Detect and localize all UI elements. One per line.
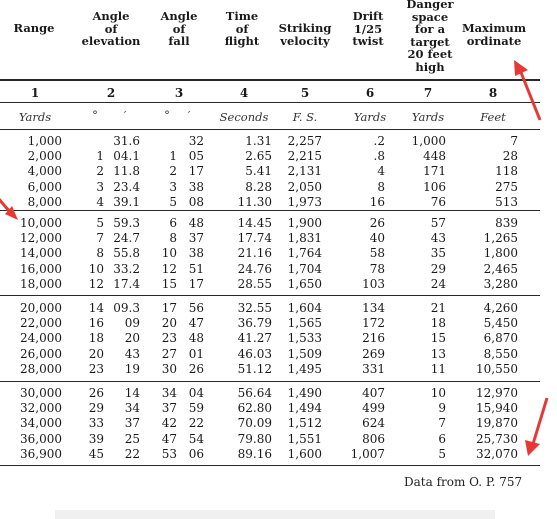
cell-elevation-minutes: 20 xyxy=(124,331,140,346)
cell-velocity: 1,764 xyxy=(287,246,322,261)
unit-drift: Yards xyxy=(353,110,387,124)
cell-ordinate: 1,265 xyxy=(483,231,518,246)
cell-ordinate: 28 xyxy=(502,149,518,164)
column-number: 3 xyxy=(174,86,184,100)
cell-elevation-minutes: 14 xyxy=(124,386,140,400)
cell-flight: 17.74 xyxy=(237,231,272,246)
unit-ordinate: Feet xyxy=(480,110,506,124)
column-number: 1 xyxy=(30,86,40,100)
cell-flight: 21.16 xyxy=(237,246,272,261)
cell-flight: 28.55 xyxy=(237,276,272,291)
cell-ordinate: 6,870 xyxy=(483,331,518,346)
header-time-of-flight: Time of flight xyxy=(224,9,260,48)
cell-danger: 171 xyxy=(423,164,446,179)
unit-elevation-minutes: ′ xyxy=(123,108,127,122)
cell-range: 1,000 xyxy=(27,134,62,148)
cell-fall-degrees: 27 xyxy=(161,346,177,361)
cell-drift: 58 xyxy=(369,246,385,261)
cell-elevation-minutes: 31.6 xyxy=(113,134,140,148)
cell-elevation-degrees: 2 xyxy=(96,164,104,179)
arrow-icon-top-right xyxy=(514,60,540,120)
source-note: Data from O. P. 757 xyxy=(404,475,523,489)
cell-fall-degrees: 37 xyxy=(161,401,177,416)
cell-range: 24,000 xyxy=(20,331,62,346)
cell-elevation-minutes: 25 xyxy=(124,431,140,446)
cell-fall-minutes: 38 xyxy=(188,246,204,261)
cell-range: 36,000 xyxy=(20,431,62,446)
cell-flight: 11.30 xyxy=(237,194,272,209)
cell-elevation-minutes: 17.4 xyxy=(113,276,140,291)
cell-danger: 43 xyxy=(430,231,446,246)
cell-drift: 269 xyxy=(362,346,385,361)
cell-flight: 5.41 xyxy=(245,164,272,179)
cell-drift: 4 xyxy=(377,164,385,179)
cell-range: 2,000 xyxy=(27,149,62,164)
cell-fall-degrees: 5 xyxy=(169,194,177,209)
cell-elevation-degrees: 1 xyxy=(96,149,104,164)
cell-ordinate: 19,870 xyxy=(476,416,518,431)
cell-elevation-minutes: 24.7 xyxy=(113,231,140,246)
cell-danger: 5 xyxy=(438,446,446,461)
cell-velocity: 1,533 xyxy=(287,331,322,346)
arrow-icon-left xyxy=(0,198,18,220)
cell-drift: .2 xyxy=(373,134,385,148)
cell-elevation-minutes: 09 xyxy=(124,316,140,331)
cell-drift: 78 xyxy=(369,261,385,276)
cell-elevation-degrees: 14 xyxy=(88,301,104,315)
column-number: 8 xyxy=(488,86,498,100)
cell-elevation-minutes: 04.1 xyxy=(113,149,140,164)
cell-elevation-degrees: 18 xyxy=(88,331,104,346)
column-number: 7 xyxy=(423,86,433,100)
cell-elevation-minutes: 33.2 xyxy=(113,261,140,276)
cell-flight: 32.55 xyxy=(237,301,272,315)
cell-ordinate: 839 xyxy=(495,216,518,230)
cell-fall-degrees: 8 xyxy=(169,231,177,246)
cell-danger: 57 xyxy=(430,216,446,230)
cell-ordinate: 2,465 xyxy=(483,261,518,276)
header-angle-of-elevation: Angle of elevation xyxy=(81,9,141,48)
cell-fall-minutes: 17 xyxy=(188,164,204,179)
cell-elevation-degrees: 33 xyxy=(88,416,104,431)
column-number: 4 xyxy=(239,86,249,100)
cell-range: 30,000 xyxy=(20,386,62,400)
cell-elevation-minutes: 59.3 xyxy=(113,216,140,230)
cell-velocity: 1,604 xyxy=(287,301,322,315)
cell-flight: 24.76 xyxy=(237,261,272,276)
cell-elevation-degrees: 23 xyxy=(88,361,104,376)
cell-fall-minutes: 08 xyxy=(188,194,204,209)
unit-elevation-degrees: ° xyxy=(92,108,98,122)
unit-flight: Seconds xyxy=(219,110,269,124)
cell-elevation-minutes: 37 xyxy=(124,416,140,431)
cell-ordinate: 10,550 xyxy=(476,361,518,376)
cell-flight: 56.64 xyxy=(237,386,272,400)
cell-danger: 35 xyxy=(430,246,446,261)
cell-danger: 76 xyxy=(430,194,446,209)
cell-fall-minutes: 04 xyxy=(188,386,204,400)
cell-ordinate: 12,970 xyxy=(476,386,518,400)
cell-elevation-degrees: 10 xyxy=(88,261,104,276)
cell-ordinate: 3,280 xyxy=(483,276,518,291)
cell-fall-minutes: 56 xyxy=(188,301,204,315)
cell-fall-minutes: 54 xyxy=(188,431,204,446)
cell-fall-degrees: 12 xyxy=(161,261,177,276)
cell-fall-degrees: 34 xyxy=(161,386,177,400)
cell-fall-minutes: 26 xyxy=(188,361,204,376)
cell-fall-minutes: 17 xyxy=(188,276,204,291)
cell-ordinate: 275 xyxy=(495,179,518,194)
cell-fall-degrees: 1 xyxy=(169,149,177,164)
header-angle-of-fall: Angle of fall xyxy=(160,9,198,48)
cell-ordinate: 15,940 xyxy=(476,401,518,416)
cell-drift: 1,007 xyxy=(350,446,385,461)
cell-fall-degrees: 6 xyxy=(169,216,177,230)
cell-danger: 448 xyxy=(423,149,446,164)
cell-flight: 1.31 xyxy=(245,134,272,148)
cell-velocity: 2,257 xyxy=(287,134,322,148)
cell-range: 10,000 xyxy=(20,216,62,230)
cell-fall-minutes: 01 xyxy=(188,346,204,361)
cell-elevation-minutes: 09.3 xyxy=(113,301,140,315)
cell-elevation-degrees: 29 xyxy=(88,401,104,416)
cell-elevation-degrees: 4 xyxy=(96,194,104,209)
unit-danger: Yards xyxy=(411,110,445,124)
cell-range: 36,900 xyxy=(20,446,62,461)
cell-ordinate: 1,800 xyxy=(483,246,518,261)
cell-danger: 11 xyxy=(430,361,446,376)
cell-ordinate: 8,550 xyxy=(483,346,518,361)
cell-fall-minutes: 32 xyxy=(188,134,204,148)
unit-velocity: F. S. xyxy=(292,110,318,124)
cell-elevation-degrees: 39 xyxy=(88,431,104,446)
cell-velocity: 1,495 xyxy=(287,361,322,376)
cell-elevation-minutes: 23.4 xyxy=(113,179,140,194)
cell-danger: 21 xyxy=(430,301,446,315)
cell-flight: 2.65 xyxy=(245,149,272,164)
cell-danger: 6 xyxy=(438,431,446,446)
cell-fall-minutes: 22 xyxy=(188,416,204,431)
cell-elevation-degrees: 12 xyxy=(88,276,104,291)
cell-flight: 41.27 xyxy=(237,331,272,346)
cell-drift: 40 xyxy=(369,231,385,246)
cell-elevation-minutes: 19 xyxy=(124,361,140,376)
header-maximum-ordinate: Maximum ordinate xyxy=(461,21,527,48)
cell-fall-degrees: 10 xyxy=(161,246,177,261)
cell-flight: 70.09 xyxy=(237,416,272,431)
cell-fall-degrees: 53 xyxy=(161,446,177,461)
unit-range: Yards xyxy=(18,110,52,124)
cell-danger: 1,000 xyxy=(411,134,446,148)
cell-range: 34,000 xyxy=(20,416,62,431)
cell-velocity: 1,509 xyxy=(287,346,322,361)
cell-velocity: 1,600 xyxy=(287,446,322,461)
cell-range: 22,000 xyxy=(20,316,62,331)
cell-fall-degrees: 2 xyxy=(169,164,177,179)
cell-range: 12,000 xyxy=(20,231,62,246)
cell-ordinate: 4,260 xyxy=(483,301,518,315)
cell-elevation-degrees: 3 xyxy=(96,179,104,194)
cell-elevation-minutes: 55.8 xyxy=(113,246,140,261)
cell-flight: 14.45 xyxy=(237,216,272,230)
cell-range: 26,000 xyxy=(20,346,62,361)
cell-drift: 134 xyxy=(362,301,385,315)
cell-flight: 36.79 xyxy=(237,316,272,331)
cell-danger: 7 xyxy=(438,416,446,431)
cell-danger: 106 xyxy=(423,179,446,194)
cell-velocity: 1,494 xyxy=(287,401,322,416)
cell-elevation-degrees: 5 xyxy=(96,216,104,230)
cell-elevation-minutes: 11.8 xyxy=(113,164,140,179)
cell-flight: 62.80 xyxy=(237,401,272,416)
cell-drift: 624 xyxy=(362,416,385,431)
cell-range: 28,000 xyxy=(20,361,62,376)
cell-ordinate: 5,450 xyxy=(483,316,518,331)
cell-flight: 89.16 xyxy=(237,446,272,461)
cell-fall-degrees: 15 xyxy=(161,276,177,291)
cell-fall-degrees: 20 xyxy=(161,316,177,331)
cell-fall-degrees: 3 xyxy=(169,179,177,194)
header-drift: Drift 1/25 twist xyxy=(352,9,384,48)
cell-fall-degrees: 47 xyxy=(161,431,177,446)
cell-ordinate: 118 xyxy=(495,164,518,179)
header-striking-velocity: Striking velocity xyxy=(278,21,332,48)
cell-danger: 24 xyxy=(430,276,446,291)
unit-fall-degrees: ° xyxy=(164,108,170,122)
cell-elevation-degrees: 8 xyxy=(96,246,104,261)
cell-range: 18,000 xyxy=(20,276,62,291)
cell-elevation-minutes: 39.1 xyxy=(113,194,140,209)
cell-fall-minutes: 06 xyxy=(188,446,204,461)
cell-danger: 18 xyxy=(430,316,446,331)
cell-flight: 51.12 xyxy=(237,361,272,376)
cell-elevation-degrees: 20 xyxy=(88,346,104,361)
cell-range: 14,000 xyxy=(20,246,62,261)
cell-range: 8,000 xyxy=(27,194,62,209)
cell-fall-minutes: 47 xyxy=(188,316,204,331)
cell-velocity: 1,551 xyxy=(287,431,322,446)
cell-velocity: 1,831 xyxy=(287,231,322,246)
cell-range: 16,000 xyxy=(20,261,62,276)
cell-fall-minutes: 48 xyxy=(188,331,204,346)
column-number: 5 xyxy=(300,86,310,100)
cell-drift: .8 xyxy=(373,149,385,164)
cell-danger: 15 xyxy=(430,331,446,346)
unit-fall-minutes: ′ xyxy=(187,108,191,122)
cell-drift: 407 xyxy=(362,386,385,400)
cell-range: 32,000 xyxy=(20,401,62,416)
cell-drift: 16 xyxy=(369,194,385,209)
cell-danger: 13 xyxy=(430,346,446,361)
cell-elevation-minutes: 22 xyxy=(124,446,140,461)
cell-drift: 26 xyxy=(369,216,385,230)
cell-velocity: 1,973 xyxy=(287,194,322,209)
cell-flight: 46.03 xyxy=(237,346,272,361)
cell-velocity: 1,490 xyxy=(287,386,322,400)
cell-drift: 103 xyxy=(362,276,385,291)
cell-elevation-degrees: 26 xyxy=(88,386,104,400)
cell-ordinate: 32,070 xyxy=(476,446,518,461)
cell-fall-minutes: 51 xyxy=(188,261,204,276)
cell-drift: 806 xyxy=(362,431,385,446)
cell-fall-minutes: 48 xyxy=(188,216,204,230)
cell-drift: 8 xyxy=(377,179,385,194)
cell-drift: 216 xyxy=(362,331,385,346)
cell-velocity: 1,704 xyxy=(287,261,322,276)
cell-fall-degrees: 17 xyxy=(161,301,177,315)
cell-velocity: 1,512 xyxy=(287,416,322,431)
cell-fall-degrees: 30 xyxy=(161,361,177,376)
cell-ordinate: 25,730 xyxy=(476,431,518,446)
cell-velocity: 1,650 xyxy=(287,276,322,291)
cell-ordinate: 7 xyxy=(510,134,518,148)
header-danger-space: Danger space for a target 20 feet high xyxy=(406,0,454,74)
cell-velocity: 1,900 xyxy=(287,216,322,230)
cell-velocity: 1,565 xyxy=(287,316,322,331)
cell-velocity: 2,050 xyxy=(287,179,322,194)
cell-velocity: 2,215 xyxy=(287,149,322,164)
cell-elevation-degrees: 16 xyxy=(88,316,104,331)
cell-fall-minutes: 37 xyxy=(188,231,204,246)
cell-drift: 499 xyxy=(362,401,385,416)
cell-elevation-degrees: 45 xyxy=(88,446,104,461)
cell-danger: 10 xyxy=(430,386,446,400)
cell-fall-degrees: 42 xyxy=(161,416,177,431)
cell-range: 20,000 xyxy=(20,301,62,315)
cell-drift: 172 xyxy=(362,316,385,331)
cell-flight: 79.80 xyxy=(237,431,272,446)
cell-velocity: 2,131 xyxy=(287,164,322,179)
cell-fall-minutes: 59 xyxy=(188,401,204,416)
cell-range: 4,000 xyxy=(27,164,62,179)
cell-danger: 9 xyxy=(438,401,446,416)
cell-flight: 8.28 xyxy=(245,179,272,194)
arrow-icon-bottom-right xyxy=(525,398,547,456)
cell-ordinate: 513 xyxy=(495,194,518,209)
cell-elevation-minutes: 34 xyxy=(124,401,140,416)
cell-fall-degrees: 23 xyxy=(161,331,177,346)
cell-elevation-degrees: 7 xyxy=(96,231,104,246)
cell-elevation-minutes: 43 xyxy=(124,346,140,361)
column-number: 6 xyxy=(365,86,375,100)
cell-fall-minutes: 05 xyxy=(188,149,204,164)
header-range: Range xyxy=(13,21,55,35)
cell-range: 6,000 xyxy=(27,179,62,194)
cell-danger: 29 xyxy=(430,261,446,276)
cell-drift: 331 xyxy=(362,361,385,376)
cell-fall-minutes: 38 xyxy=(188,179,204,194)
column-number: 2 xyxy=(106,86,116,100)
